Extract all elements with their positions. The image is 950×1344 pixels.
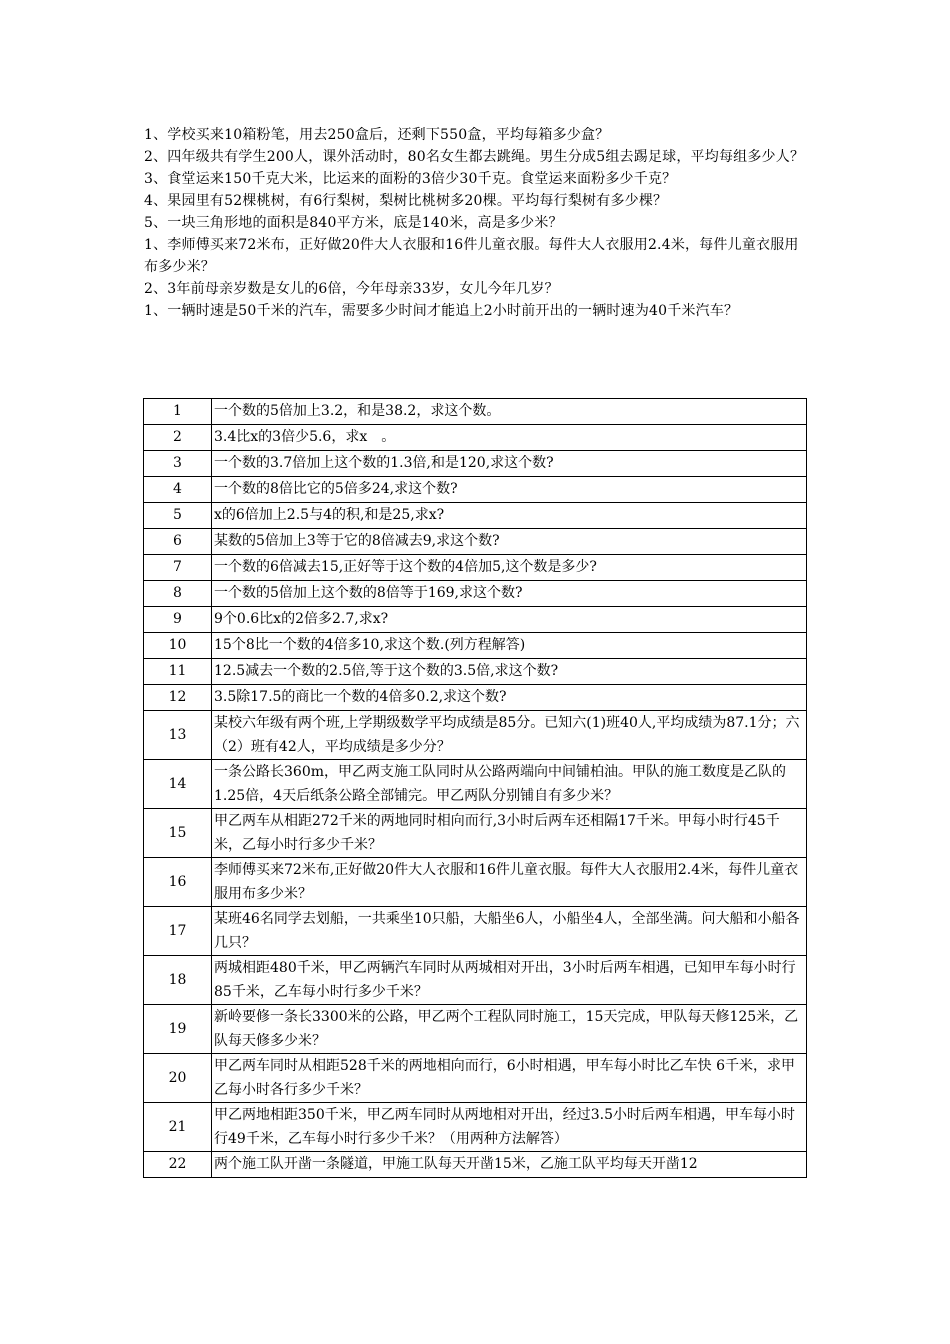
row-problem: 一个数的8倍比它的5倍多24,求这个数? <box>212 477 807 503</box>
row-problem: 新岭要修一条长3300米的公路，甲乙两个工程队同时施工，15天完成，甲队每天修125米，乙队每天修多少米？ <box>212 1005 807 1054</box>
table-row <box>144 956 807 1005</box>
row-problem: 两城相距480千米，甲乙两辆汽车同时从两城相对开出，3小时后两车相遇，已知甲车每小时行85千米，乙车每小时行多少千米？ <box>212 956 807 1005</box>
table-row <box>144 399 807 425</box>
table-row <box>144 1103 807 1152</box>
table-row <box>144 477 807 503</box>
row-number: 22 <box>144 1152 212 1178</box>
table-row <box>144 659 807 685</box>
row-number: 17 <box>144 907 212 956</box>
row-number: 8 <box>144 581 212 607</box>
row-number: 11 <box>144 659 212 685</box>
row-problem: 一条公路长360m，甲乙两支施工队同时从公路两端向中间铺柏油。甲队的施工数度是乙队的1.25倍，4天后纸条公路全部铺完。甲乙两队分别铺自有多少米？ <box>212 760 807 809</box>
row-problem: 两个施工队开凿一条隧道，甲施工队每天开凿15米，乙施工队平均每天开凿12 <box>212 1152 807 1178</box>
row-number: 20 <box>144 1054 212 1103</box>
row-problem: 12.5减去一个数的2.5倍,等于这个数的3.5倍,求这个数? <box>212 659 807 685</box>
row-problem: 一个数的3.7倍加上这个数的1.3倍,和是120,求这个数? <box>212 451 807 477</box>
table-row <box>144 685 807 711</box>
table-row <box>144 907 807 956</box>
table-row <box>144 555 807 581</box>
problem-paragraph: 2、3年前母亲岁数是女儿的6倍，今年母亲33岁，女儿今年几岁？ <box>144 281 559 297</box>
table-row <box>144 1054 807 1103</box>
row-number: 2 <box>144 425 212 451</box>
row-problem: 一个数的6倍减去15,正好等于这个数的4倍加5,这个数是多少? <box>212 555 807 581</box>
table-row <box>144 1152 807 1178</box>
table-row <box>144 1005 807 1054</box>
table-row <box>144 607 807 633</box>
row-number: 5 <box>144 503 212 529</box>
row-problem: 3.5除17.5的商比一个数的4倍多0.2,求这个数? <box>212 685 807 711</box>
row-number: 16 <box>144 858 212 907</box>
problem-paragraph: 2、四年级共有学生200人，课外活动时，80名女生都去跳绳。男生分成5组去踢足球，平均每组多少人？ <box>144 149 805 165</box>
table-row <box>144 858 807 907</box>
row-number: 6 <box>144 529 212 555</box>
row-problem: x的6倍加上2.5与4的积,和是25,求x? <box>212 503 807 529</box>
table-row <box>144 633 807 659</box>
row-number: 13 <box>144 711 212 760</box>
row-problem: 甲乙两车同时从相距528千米的两地相向而行，6小时相遇，甲车每小时比乙车快 6千米，求甲乙每小时各行多少千米？ <box>212 1054 807 1103</box>
table-row <box>144 760 807 809</box>
problem-paragraph: 1、一辆时速是50千米的汽车，需要多少时间才能追上2小时前开出的一辆时速为40千米汽车？ <box>144 303 739 319</box>
row-problem: 某班46名同学去划船，一共乘坐10只船，大船坐6人，小船坐4人，全部坐满。问大船和小船各几只？ <box>212 907 807 956</box>
problem-table <box>143 398 807 1178</box>
problem-paragraphs <box>144 124 808 322</box>
row-problem: 3.4比x的3倍少5.6，求x 。 <box>212 425 807 451</box>
row-problem: 一个数的5倍加上这个数的8倍等于169,求这个数? <box>212 581 807 607</box>
row-problem: 甲乙两车从相距272千米的两地同时相向而行,3小时后两车还相隔17千米。甲每小时行45千米，乙每小时行多少千米？ <box>212 809 807 858</box>
table-row <box>144 529 807 555</box>
row-number: 14 <box>144 760 212 809</box>
table-row <box>144 581 807 607</box>
problem-paragraph: 1、李师傅买来72米布，正好做20件大人衣服和16件儿童衣服。每件大人衣服用2.4米，每件儿童衣服用布多少米？ <box>144 237 799 275</box>
problem-paragraph: 4、果园里有52棵桃树，有6行梨树，梨树比桃树多20棵。平均每行梨树有多少棵？ <box>144 193 668 209</box>
row-number: 21 <box>144 1103 212 1152</box>
problem-paragraph: 3、食堂运来150千克大米，比运来的面粉的3倍少30千克。食堂运来面粉多少千克？ <box>144 171 677 187</box>
problem-paragraph: 5、一块三角形地的面积是840平方米，底是140米，高是多少米？ <box>144 215 563 231</box>
row-number: 19 <box>144 1005 212 1054</box>
row-problem: 15个8比一个数的4倍多10,求这个数.(列方程解答) <box>212 633 807 659</box>
row-number: 9 <box>144 607 212 633</box>
row-problem: 9个0.6比x的2倍多2.7,求x? <box>212 607 807 633</box>
table-row <box>144 711 807 760</box>
row-problem: 一个数的5倍加上3.2，和是38.2，求这个数。 <box>212 399 807 425</box>
row-number: 12 <box>144 685 212 711</box>
row-number: 3 <box>144 451 212 477</box>
row-number: 1 <box>144 399 212 425</box>
table-row <box>144 503 807 529</box>
row-problem: 某校六年级有两个班,上学期级数学平均成绩是85分。已知六(1)班40人,平均成绩为87.1分；六（2）班有42人，平均成绩是多少分？ <box>212 711 807 760</box>
table-row <box>144 425 807 451</box>
problem-paragraph: 1、学校买来10箱粉笔，用去250盒后，还剩下550盒，平均每箱多少盒？ <box>144 127 610 143</box>
table-row <box>144 451 807 477</box>
row-problem: 李师傅买来72米布,正好做20件大人衣服和16件儿童衣服。每件大人衣服用2.4米，每件儿童衣服用布多少米？ <box>212 858 807 907</box>
row-problem: 甲乙两地相距350千米，甲乙两车同时从两地相对开出，经过3.5小时后两车相遇，甲车每小时行49千米，乙车每小时行多少千米？（用两种方法解答） <box>212 1103 807 1152</box>
row-number: 18 <box>144 956 212 1005</box>
row-number: 7 <box>144 555 212 581</box>
row-problem: 某数的5倍加上3等于它的8倍减去9,求这个数? <box>212 529 807 555</box>
row-number: 15 <box>144 809 212 858</box>
row-number: 10 <box>144 633 212 659</box>
row-number: 4 <box>144 477 212 503</box>
table-row <box>144 809 807 858</box>
